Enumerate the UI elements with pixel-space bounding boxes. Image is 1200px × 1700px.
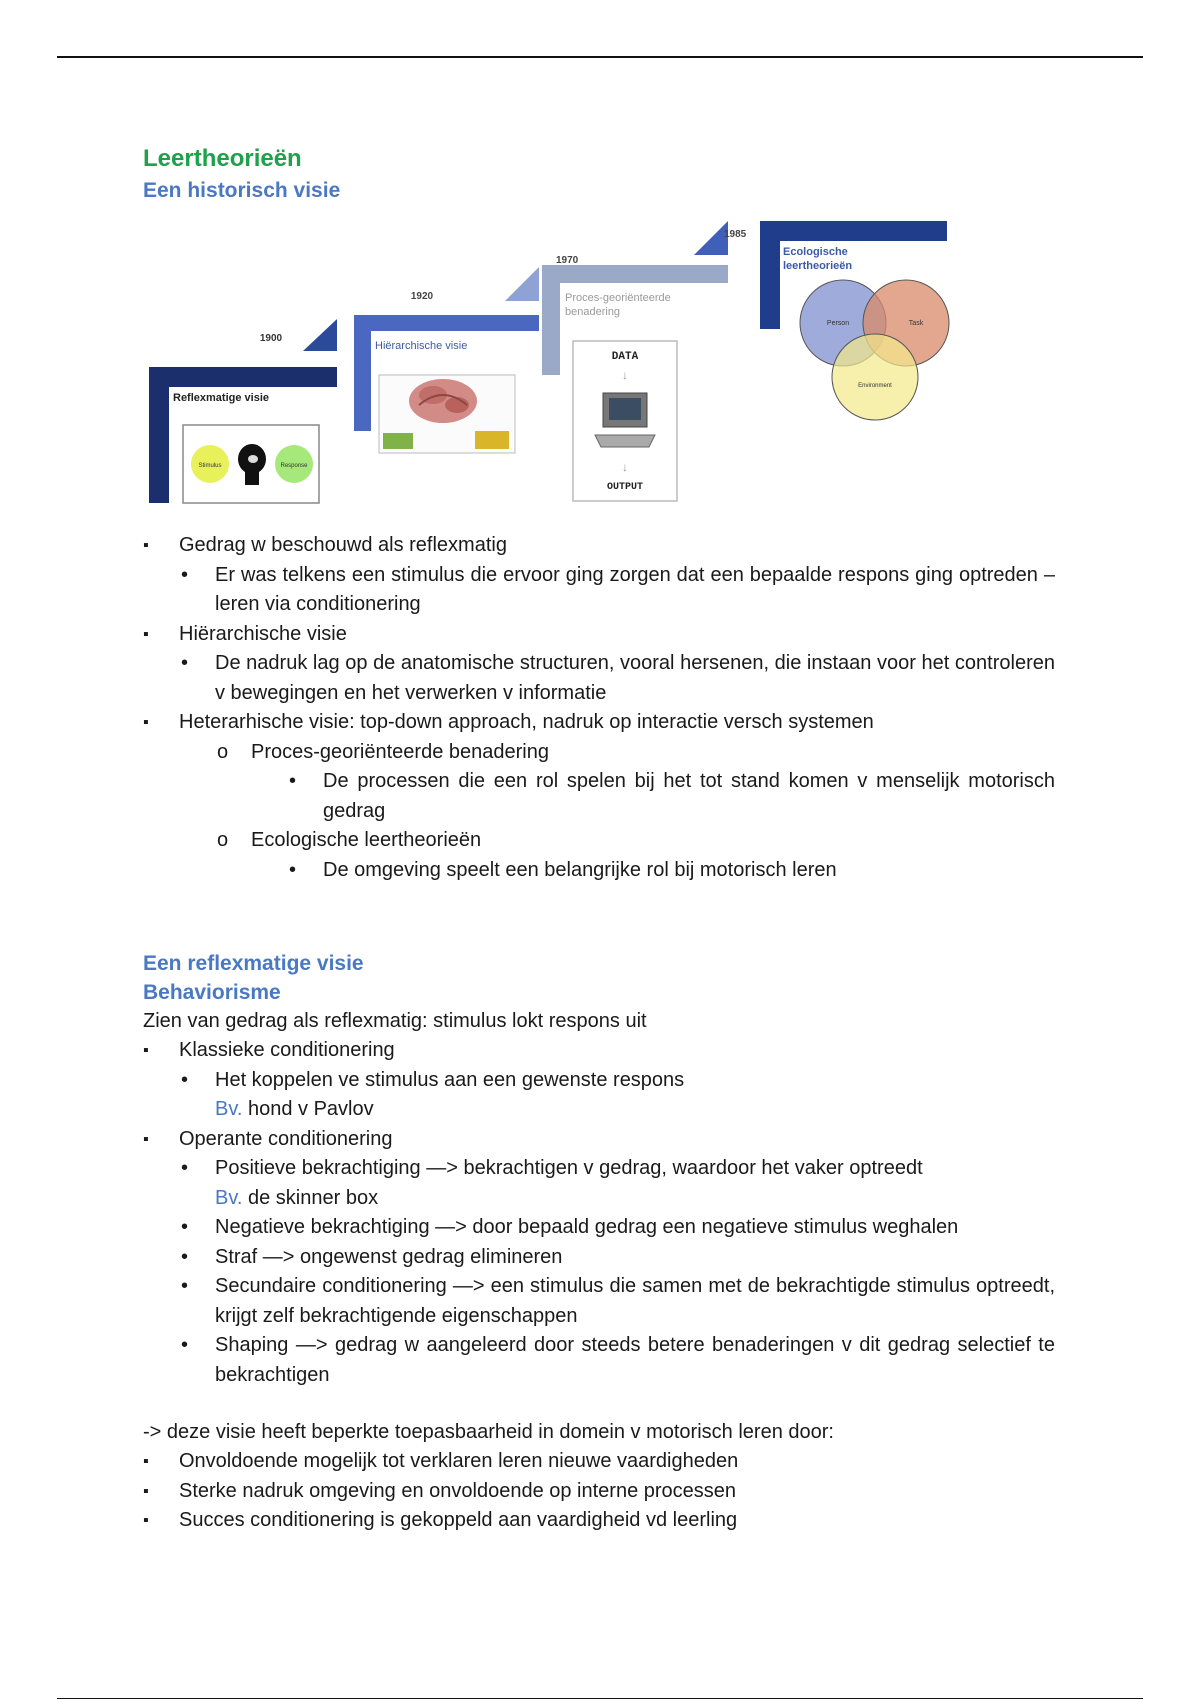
list-item: ▪ Operante conditionering [143, 1125, 1055, 1155]
stage3-arrow [694, 221, 728, 255]
section2-subheading: Behaviorisme [143, 981, 281, 1004]
reasons-list [143, 1447, 1055, 1536]
stage1-label: Reflexmatige visie [173, 392, 269, 404]
section2-heading: Een reflexmatige visie [143, 952, 364, 975]
down-arrow-icon-2: ↓ [622, 460, 628, 474]
stage3-label: Proces-georiënteerde benadering [565, 292, 671, 318]
stimulus-label: Stimulus [198, 463, 222, 469]
year-1970: 1970 [556, 255, 579, 266]
list-item: • Het koppelen ve stimulus aan een gewenste respons [143, 1066, 1055, 1096]
stage2-label: Hiërarchische visie [375, 340, 468, 352]
person-label: Person [826, 320, 850, 327]
section2-list [143, 1036, 1055, 1390]
list-item: ▪ Gedrag w beschouwd als reflexmatig [143, 531, 1055, 561]
list-item: • Straf —> ongewenst gedrag elimineren [143, 1243, 1055, 1273]
example-line [143, 1095, 1055, 1125]
year-1900: 1900 [259, 333, 283, 344]
year-1920: 1920 [410, 291, 434, 302]
list-item: ▪ Succes conditionering is gekoppeld aan vaardigheid vd leerling [143, 1506, 1055, 1536]
response-label: Response [280, 463, 308, 469]
section1-list [143, 531, 1055, 885]
computer-icon [595, 393, 655, 447]
footer-rule [57, 1698, 1143, 1699]
brain-icon [409, 379, 477, 423]
list-item: • De nadruk lag op de anatomische structuren, vooral hersenen, die instaan voor het controleren v bewegingen en het verwerken v informatie [143, 649, 1055, 708]
stage1-arrow [303, 319, 337, 351]
list-item: o Proces-georiënteerde benadering [143, 738, 1055, 768]
output-label: OUTPUT [606, 482, 644, 493]
page-title: Leertheorieën [143, 145, 302, 172]
example-text: hond v Pavlov [247, 1098, 374, 1120]
list-item: • Positieve bekrachtiging —> bekrachtigen v gedrag, waardoor het vaker optreedt [143, 1154, 1055, 1184]
section2-intro: Zien van gedrag als reflexmatig: stimulus lokt respons uit [143, 1010, 647, 1032]
section2-conclusion: -> deze visie heeft beperkte toepasbaarheid in domein v motorisch leren door: [143, 1421, 834, 1443]
header-rule [57, 56, 1143, 58]
down-arrow-icon: ↓ [622, 368, 628, 382]
list-item: o Ecologische leertheorieën [143, 826, 1055, 856]
data-label: DATA [611, 351, 639, 363]
task-label: Task [908, 320, 924, 327]
stage2-yellow-box [475, 431, 509, 449]
list-item: ▪ Klassieke conditionering [143, 1036, 1055, 1066]
stage2-green-box [383, 433, 413, 449]
bv-label: Bv. [215, 1098, 243, 1120]
list-item: • De omgeving speelt een belangrijke rol bij motorisch leren [143, 856, 1055, 886]
timeline-diagram [143, 209, 968, 509]
page-content [143, 142, 1055, 1536]
example-line [143, 1184, 1055, 1214]
environment-label: Environment [858, 383, 892, 389]
list-item: ▪ Heterarhische visie: top-down approach, nadruk op interactie versch systemen [143, 708, 1055, 738]
list-item: • De processen die een rol spelen bij het tot stand komen v menselijk motorisch gedrag [143, 767, 1055, 826]
year-1985: 1985 [724, 229, 747, 240]
environment-circle [832, 334, 918, 420]
section1-subtitle: Een historisch visie [143, 179, 341, 202]
list-item: ▪ Sterke nadruk omgeving en onvoldoende op interne processen [143, 1477, 1055, 1507]
list-item: • Negatieve bekrachtiging —> door bepaald gedrag een negatieve stimulus weghalen [143, 1213, 1055, 1243]
list-item: • Secundaire conditionering —> een stimulus die samen met de bekrachtigde stimulus optreedt, krijgt zelf bekrachtigende eigenschappen [143, 1272, 1055, 1331]
list-item: ▪ Onvoldoende mogelijk tot verklaren leren nieuwe vaardigheden [143, 1447, 1055, 1477]
stage2-arrow [505, 267, 539, 301]
example-text: de skinner box [247, 1186, 379, 1209]
bv-label: Bv. [215, 1186, 243, 1209]
list-item: ▪ Hiërarchische visie [143, 620, 1055, 650]
list-item: • Er was telkens een stimulus die ervoor ging zorgen dat een bepaalde respons ging optreden – leren via conditionering [143, 561, 1055, 620]
stage4-label: Ecologische leertheorieën [783, 246, 853, 272]
list-item: • Shaping —> gedrag w aangeleerd door steeds betere benaderingen v dit gedrag selectief te bekrachtigen [143, 1331, 1055, 1390]
timeline-svg [143, 209, 968, 509]
